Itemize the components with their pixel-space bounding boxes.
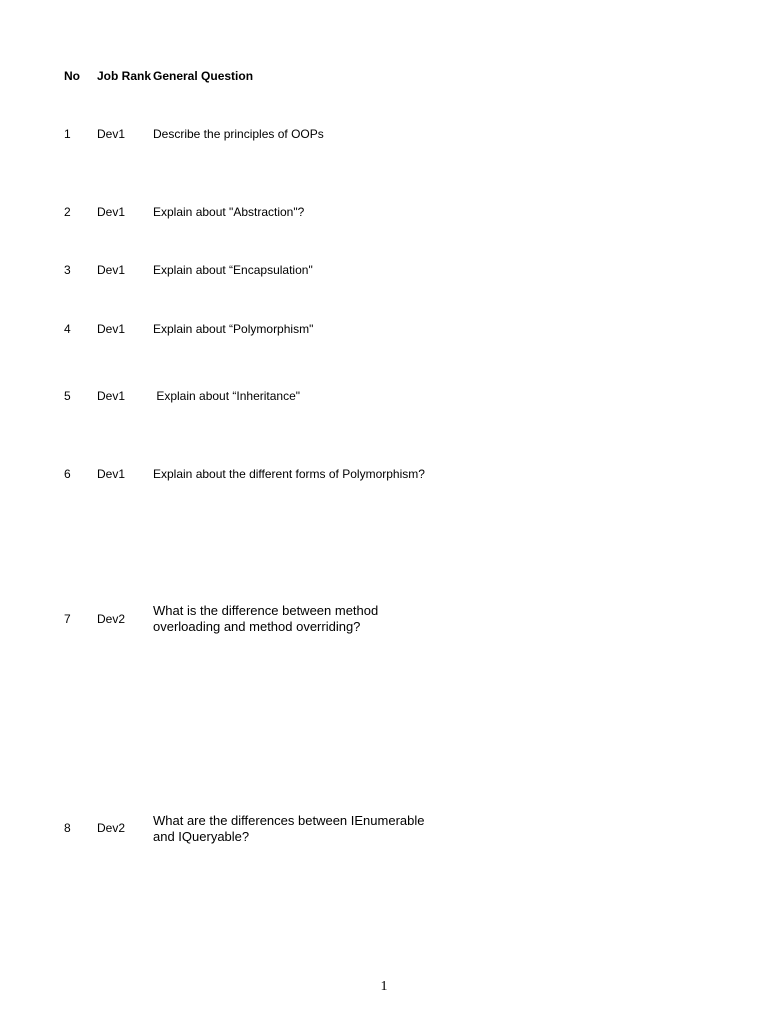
row-8-no: 8 — [64, 821, 71, 835]
row-4-no: 4 — [64, 322, 71, 336]
row-5-rank: Dev1 — [97, 389, 126, 403]
row-7-question-line-1: What is the difference between method — [153, 603, 379, 618]
header-general-question: General Question — [153, 69, 254, 83]
row-3-rank: Dev1 — [97, 263, 126, 277]
header-no: No — [64, 69, 80, 83]
row-7-question-line-2: overloading and method overriding? — [153, 619, 361, 634]
row-4-rank: Dev1 — [97, 322, 126, 336]
row-1-rank: Dev1 — [97, 127, 126, 141]
row-1-no: 1 — [64, 127, 71, 141]
row-8-rank: Dev2 — [97, 821, 126, 835]
row-8-question-line-2: and IQueryable? — [153, 829, 250, 844]
row-6-rank: Dev1 — [97, 467, 126, 481]
row-7-rank: Dev2 — [97, 612, 126, 626]
row-5-no: 5 — [64, 389, 71, 403]
row-5-question: Explain about “Inheritance" — [153, 389, 301, 403]
row-6-question: Explain about the different forms of Polymorphism? — [153, 467, 425, 481]
row-1-question: Describe the principles of OOPs — [153, 127, 324, 141]
row-3-question: Explain about “Encapsulation" — [153, 263, 313, 277]
row-2-rank: Dev1 — [97, 205, 126, 219]
row-6-no: 6 — [64, 467, 71, 481]
row-4-question: Explain about “Polymorphism" — [153, 322, 314, 336]
row-7-no: 7 — [64, 612, 71, 626]
row-2-no: 2 — [64, 205, 71, 219]
row-8-question-line-1: What are the differences between IEnumerable — [153, 813, 425, 828]
row-3-no: 3 — [64, 263, 71, 277]
header-job-rank: Job Rank — [97, 69, 152, 83]
page-number: 1 — [380, 979, 388, 994]
row-7-question — [153, 603, 453, 635]
row-2-question: Explain about "Abstraction"? — [153, 205, 305, 219]
row-8-question — [153, 813, 453, 845]
